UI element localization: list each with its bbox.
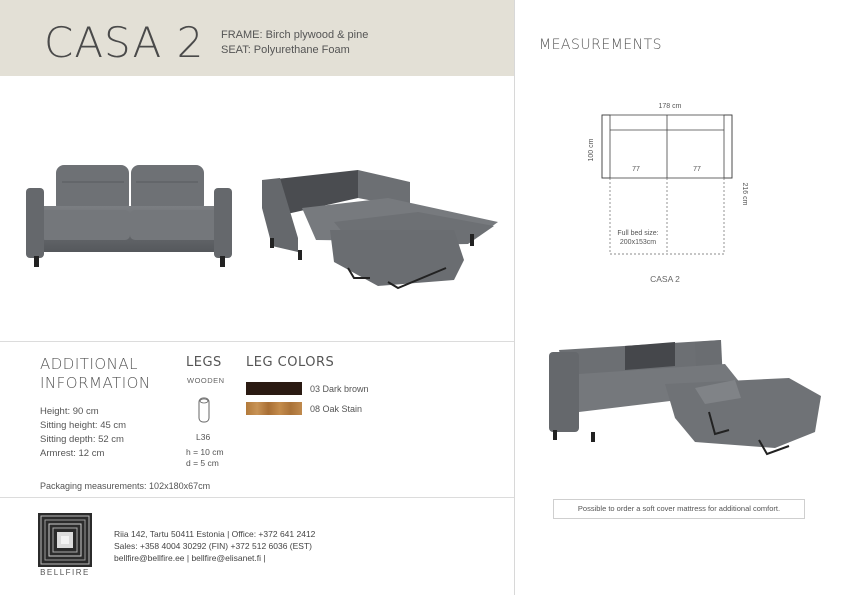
leg-icon [197, 396, 211, 424]
sofa-photo [22, 150, 238, 274]
info-height: Height: 90 cm [40, 406, 99, 417]
bed-size-label-line1: Full bed size: [617, 230, 659, 237]
leg-colors-title: LEG COLORS [246, 355, 335, 370]
seat-right-label: 77 [693, 166, 701, 173]
additional-info-title-line1: ADDITIONAL [40, 355, 139, 373]
info-sitting-height: Sitting height: 45 cm [40, 420, 127, 431]
contact-address: Riia 142, Tartu 50411 Estonia | Office: +372 641 2412 [114, 529, 316, 539]
bed-length-label: 216 cm [741, 182, 748, 206]
mattress-note: Possible to order a soft cover mattress for additional comfort. [553, 499, 805, 519]
leg-diameter: d = 5 cm [186, 458, 219, 468]
depth-label: 100 cm [588, 138, 595, 162]
dark-brown-swatch [246, 382, 302, 395]
info-sitting-depth: Sitting depth: 52 cm [40, 434, 124, 445]
oak-stain-swatch [246, 402, 302, 415]
contact-sales: Sales: +358 4004 30292 (FIN) +372 512 6036 (EST) [114, 541, 312, 551]
header-band [0, 0, 514, 76]
leg-code: L36 [196, 432, 211, 442]
measurement-diagram [585, 96, 755, 262]
legs-subtitle: WOODEN [187, 376, 225, 385]
packaging-measurements: Packaging measurements: 102x180x67cm [40, 481, 211, 491]
frame-spec: FRAME: Birch plywood & pine [221, 29, 369, 41]
additional-info-title [40, 355, 151, 393]
brand-name: BELLFIRE [40, 568, 90, 577]
seat-left-label: 77 [632, 166, 640, 173]
legs-title: LEGS [186, 355, 222, 370]
info-armrest: Armrest: 12 cm [40, 448, 105, 459]
diagram-caption: CASA 2 [650, 274, 680, 284]
product-title: CASA 2 [44, 18, 205, 67]
seat-spec: SEAT: Polyurethane Foam [221, 44, 350, 56]
section-divider [0, 341, 514, 342]
bellfire-logo [38, 513, 92, 567]
additional-info-title-line2: INFORMATION [40, 374, 151, 392]
dark-brown-label: 03 Dark brown [310, 384, 369, 394]
contact-email[interactable]: bellfire@bellfire.ee | bellfire@elisanet.fi | [114, 553, 266, 563]
right-panel [514, 0, 841, 595]
measurements-title: MEASUREMENTS [539, 37, 663, 53]
width-label: 178 cm [658, 103, 682, 110]
oak-stain-label: 08 Oak Stain [310, 404, 363, 414]
bed-size-label-line2: 200x153cm [619, 239, 657, 246]
leg-height: h = 10 cm [186, 447, 224, 457]
sofa-bed-photo [258, 168, 504, 296]
open-sofa-bed-photo [545, 338, 825, 458]
footer-divider [0, 497, 514, 498]
additional-info-list [40, 405, 126, 461]
